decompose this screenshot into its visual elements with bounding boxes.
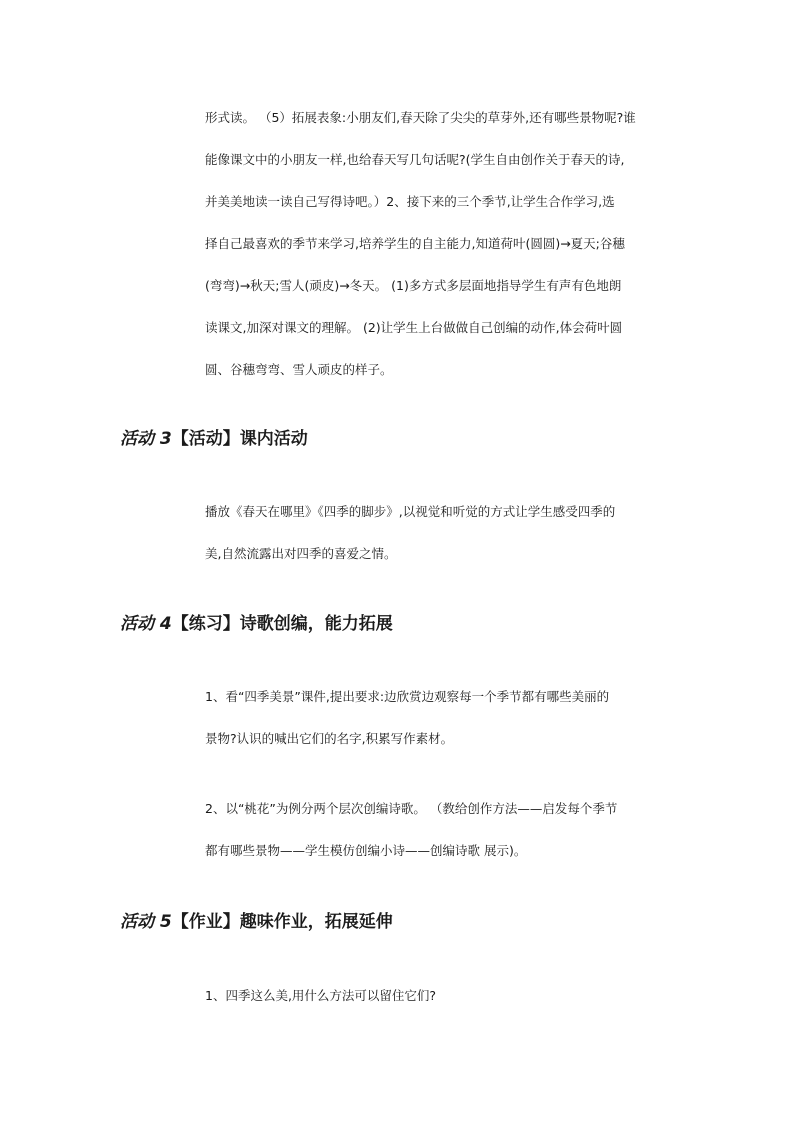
text-line: 形式读。 （5）拓展表象:小朋友们,春天除了尖尖的草芽外,还有哪些景物呢?谁 [205,110,636,125]
activity-5-heading [120,910,393,934]
activity-label: 活动 3 [120,429,172,449]
activity-label: 活动 4 [120,614,172,634]
activity-3-heading [120,427,308,451]
text-line: 都有哪些景物——学生模仿创编小诗——创编诗歌 展示)。 [205,843,527,858]
body-paragraph-3 [205,676,685,760]
activity-title: 【作业】趣味作业，拓展延伸 [171,912,393,932]
text-line: (弯弯)→秋天;雪人(顽皮)→冬天。 (1)多方式多层面地指导学生有声有色地朗 [205,278,622,293]
body-paragraph-2 [205,491,685,575]
text-line: 1、看“四季美景”课件,提出要求:边欣赏边观察每一个季节都有哪些美丽的 [205,689,610,704]
body-paragraph-1 [205,97,685,391]
text-line: 景物?认识的喊出它们的名字,积累写作素材。 [205,731,454,746]
body-paragraph-5 [205,975,685,1017]
body-paragraph-4 [205,788,685,872]
text-line: 并美美地读一读自己写得诗吧。）2、接下来的三个季节,让学生合作学习,选 [205,194,615,209]
text-line: 2、以“桃花”为例分两个层次创编诗歌。 （教给创作方法——启发每个季节 [205,801,618,816]
text-line: 择自己最喜欢的季节来学习,培养学生的自主能力,知道荷叶(圆圆)→夏天;谷穗 [205,236,625,251]
text-line: 读课文,加深对课文的理解。 (2)让学生上台做做自己创编的动作,体会荷叶圆 [205,320,623,335]
activity-label: 活动 5 [120,912,172,932]
text-line: 播放《春天在哪里》《四季的脚步》,以视觉和听觉的方式让学生感受四季的 [205,504,616,519]
text-line: 圆、谷穗弯弯、雪人顽皮的样子。 [205,362,393,377]
text-line: 能像课文中的小朋友一样,也给春天写几句话呢?(学生自由创作关于春天的诗, [205,152,625,167]
text-line: 美,自然流露出对四季的喜爱之情。 [205,546,397,561]
text-line: 1、四季这么美,用什么方法可以留住它们? [205,988,437,1003]
activity-title: 【练习】诗歌创编，能力拓展 [171,614,393,634]
activity-4-heading [120,612,393,636]
activity-title: 【活动】课内活动 [171,429,308,449]
